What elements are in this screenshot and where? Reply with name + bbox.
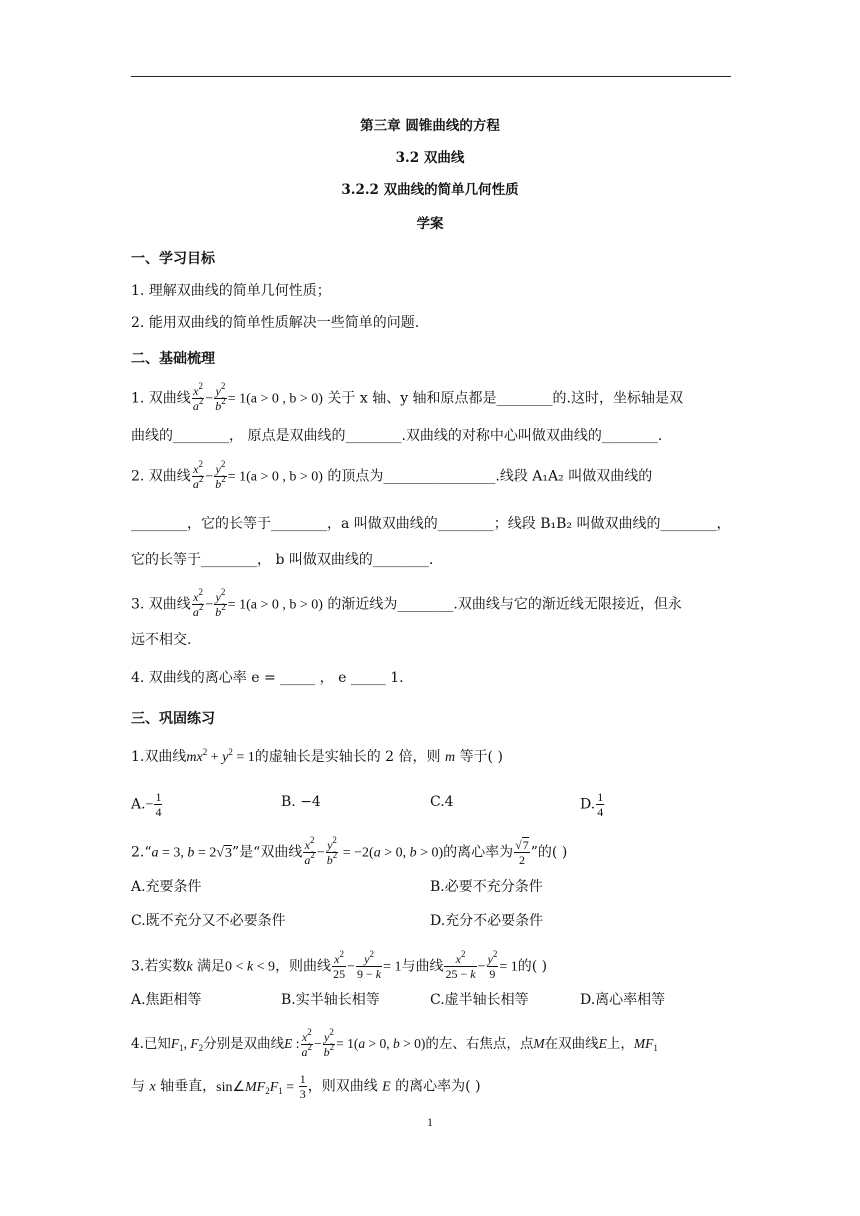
question-3-text-a: 3.若实数	[131, 958, 187, 975]
review-item-2-prefix: 2. 双曲线	[131, 468, 191, 485]
fraction-y2-b2: $\frac{y^2}{b^2}$	[215, 587, 226, 619]
review-item-4: 4. 双曲线的离心率 e = _____ ， e _____ 1.	[131, 670, 404, 686]
question-4-text-e: 上，	[606, 1036, 634, 1052]
question-2-text-a: 2.“	[131, 844, 152, 861]
fraction-y2-b2: $\frac{y^2}{b^2}$	[215, 459, 226, 491]
review-item-2: 2. 双曲线 $\frac{x^2}{a^2}$ − $\frac{y^2}{b^2}$ = 1(a > 0 , b > 0) 的顶点为________________.线段 A₁A₂ 叫做双曲线的	[131, 459, 653, 491]
header-rule	[131, 76, 731, 77]
fraction-y2-b2: $\frac{y^2}{b^2}$	[215, 381, 226, 413]
question-2-text-d: ”的( )	[530, 844, 568, 861]
fraction-x2-a2: $\frac{x^2}{a^2}$	[192, 587, 204, 619]
question-1-text-a: 1.双曲线	[131, 749, 187, 765]
fraction-x2-25-minus-k: $\frac{x^2}{25 - k}$	[445, 949, 476, 981]
question-1-option-d: D. $\frac{1}{4}$	[580, 790, 604, 819]
question-4-text-d: 在双曲线	[544, 1036, 599, 1052]
question-3-option-d: D.离心率相等	[580, 992, 666, 1008]
question-2-option-c: C.既不充分又不必要条件	[131, 913, 286, 929]
question-3-option-a: A.焦距相等	[131, 992, 202, 1008]
question-3: 3.若实数k 满足0 < k < 9，则曲线 $\frac{x^2}{25}$ − $\frac{y^2}{9 - k}$ = 1与曲线 $\frac{x^2}{25 - k}$ − $\frac{y^2}{9}$ = 1的( )	[131, 949, 548, 981]
practice-heading: 三、巩固练习	[131, 711, 215, 727]
question-4-cont: 与 x 轴垂直，$\sin\angle MF_2F_1$ = $\frac{1}{3}$ ，则双曲线 E 的离心率为( )	[131, 1072, 481, 1101]
chapter-title: 第三章 圆锥曲线的方程	[360, 118, 500, 134]
question-2-option-a: A.充要条件	[131, 879, 202, 895]
goal-item-2: 2. 能用双曲线的简单性质解决一些简单的问题.	[131, 315, 420, 331]
question-3-option-b: B.实半轴长相等	[281, 992, 380, 1008]
review-item-2-text: 的顶点为________________.线段 A₁A₂ 叫做双曲线的	[327, 468, 653, 485]
review-item-3-text: 的渐近线为________.双曲线与它的渐近线无限接近，但永	[327, 596, 682, 613]
fraction-y2-b2: $\frac{y^2}{b^2}$	[326, 835, 338, 867]
question-2-text-b: ”是“双曲线	[232, 844, 303, 861]
section-title: 3.2 双曲线	[395, 150, 465, 166]
question-4-text-c: 的左、右焦点，点	[425, 1036, 534, 1052]
fraction-y2-9: $\frac{y^2}{9}$	[487, 949, 498, 981]
hyperbola-condition: = 1(a > 0 , b > 0)	[227, 469, 323, 485]
subsection-title: 3.2.2 双曲线的简单几何性质	[341, 182, 519, 198]
review-heading: 二、基础梳理	[131, 351, 215, 367]
question-2-option-b: B.必要不充分条件	[430, 879, 543, 895]
goals-heading: 一、学习目标	[131, 251, 215, 267]
question-1-text-b: 的虚轴长是实轴长的 2 倍，则	[254, 749, 441, 765]
fraction-y2-b2: $\frac{y^2}{b^2}$	[323, 1027, 335, 1059]
question-1: 1.双曲线$mx^2 + y^2 = 1$的虚轴长是实轴长的 2 倍，则 m 等于( )	[131, 747, 503, 765]
question-3-option-c: C.虚半轴长相等	[430, 992, 529, 1008]
fraction-1-3: $\frac{1}{3}$	[299, 1072, 306, 1101]
review-item-2-cont2: 它的长等于________， b 叫做双曲线的________.	[131, 552, 434, 568]
question-3-text-c: ，则曲线	[275, 958, 332, 975]
question-4-text-b: 分别是双曲线	[203, 1036, 285, 1052]
hyperbola-condition: = 1(a > 0 , b > 0)	[227, 391, 323, 407]
fraction-x2-a2: $\frac{x^2}{a^2}$	[301, 1027, 313, 1059]
question-4-text-i: 的离心率为( )	[395, 1078, 481, 1095]
hyperbola-condition: = 1(a > 0 , b > 0)	[227, 597, 323, 613]
question-2: 2.“a = 3, b = 2√3”是“双曲线 $\frac{x^2}{a^2}$ − $\frac{y^2}{b^2}$ = −2(a > 0, b > 0)的离心率为 $\frac{√7}{2}$ ”的( )	[131, 835, 568, 867]
fraction-x2-a2: $\frac{x^2}{a^2}$	[192, 459, 204, 491]
review-item-1: 1. 双曲线 $\frac{x^2}{a^2}$ − $\frac{y^2}{b^2}$ = 1(a > 0 , b > 0) 关于 x 轴、y 轴和原点都是________的.这时，坐标轴是双	[131, 381, 684, 413]
review-item-3-cont: 远不相交.	[131, 632, 192, 648]
question-4-text-a: 4.已知	[131, 1036, 171, 1052]
fraction-x2-a2: $\frac{x^2}{a^2}$	[192, 381, 204, 413]
question-2-text-c: 的离心率为	[443, 844, 514, 861]
question-1-option-b: B. −4	[281, 794, 321, 810]
review-item-3-prefix: 3. 双曲线	[131, 596, 191, 613]
question-4-text-g: 轴垂直，	[160, 1078, 217, 1095]
question-4: 4.已知$F_1$, $F_2$分别是双曲线E : $\frac{x^2}{a^2}$ − $\frac{y^2}{b^2}$ = 1(a > 0, b > 0)的左、右焦点，点M在双曲线E上，$MF_1$	[131, 1027, 658, 1059]
review-item-3: 3. 双曲线 $\frac{x^2}{a^2}$ − $\frac{y^2}{b^2}$ = 1(a > 0 , b > 0) 的渐近线为________.双曲线与它的渐近线无限接近，但永	[131, 587, 682, 619]
fraction-x2-25: $\frac{x^2}{25}$	[333, 949, 346, 981]
question-1-text-c: 等于( )	[459, 749, 503, 765]
question-4-text-h: ，则双曲线	[307, 1078, 378, 1095]
question-3-text-b: 满足	[197, 958, 226, 975]
question-4-text-f: 与	[131, 1078, 145, 1095]
review-item-1-prefix: 1. 双曲线	[131, 390, 191, 407]
review-item-1-text: 关于 x 轴、y 轴和原点都是________的.这时，坐标轴是双	[327, 390, 684, 407]
question-3-text-e: 的( )	[517, 958, 548, 975]
question-1-option-a: A.− $\frac{1}{4}$	[131, 790, 162, 819]
fraction-x2-a2: $\frac{x^2}{a^2}$	[304, 835, 315, 867]
question-2-option-d: D.充分不必要条件	[430, 913, 544, 929]
question-1-equation: $mx^2 + y^2 = 1$	[186, 747, 255, 765]
review-item-1-cont: 曲线的________， 原点是双曲线的________.双曲线的对称中心叫做双曲线的________.	[131, 428, 663, 444]
doc-type-title: 学案	[416, 216, 444, 232]
goal-item-1: 1. 理解双曲线的简单几何性质；	[131, 283, 331, 299]
review-item-2-cont: ________，它的长等于________，a 叫做双曲线的________；线段 B₁B₂ 叫做双曲线的________，	[131, 516, 731, 532]
question-2-equation-rhs: = −2(a > 0, b > 0)	[339, 845, 444, 861]
page-number: 1	[427, 1115, 433, 1129]
question-1-option-c: C.4	[430, 794, 454, 810]
fraction-sqrt7-2: $\frac{√7}{2}$	[515, 838, 529, 867]
fraction-y2-9-minus-k: $\frac{y^2}{9 - k}$	[356, 949, 382, 981]
question-3-text-d: 与曲线	[401, 958, 444, 975]
question-2-condition: a = 3, b = 2√3	[151, 845, 233, 861]
